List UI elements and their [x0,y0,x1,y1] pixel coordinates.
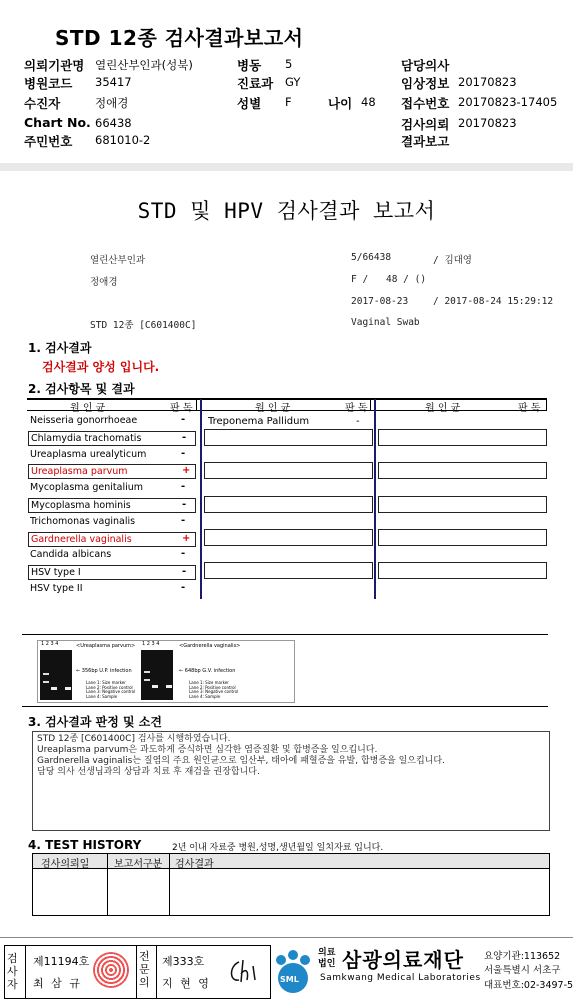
report-ward-chart: 5/66438 [351,252,392,263]
hospital-code-value: 35417 [95,75,132,89]
ward-value: 5 [285,57,293,71]
section3-title: 3. 검사결과 판정 및 소견 [28,715,162,729]
report-label: 결과보고 [401,134,450,149]
institution-value: 열린산부인과(성북) [95,58,193,72]
inspector-label: 검사자 [7,952,18,991]
pathogen-result: - [181,481,186,493]
history-divider-2 [169,854,170,915]
gel-panel1-title: <Ureaplasma parvum> [76,643,136,649]
gel-band-2d [166,685,172,688]
pathogen-name: HSV type II [30,583,83,594]
pathogen-result: - [181,414,186,425]
empty-result-box [378,562,547,579]
opinion-line-4: 담당 의사 선생님과의 상담과 치료 후 재검을 권장합니다. [37,767,260,777]
history-col-result: 검사결과 [175,859,214,870]
col3-pathogen-head: 원 인 균 [425,403,461,414]
col-divider-2 [374,399,376,599]
col2-head-tick [370,399,371,411]
gel-band-2a [144,671,150,673]
section4-title: 4. TEST HISTORY [28,838,142,852]
pathogen-name: Ureaplasma parvum [31,466,128,478]
opinion-text [37,734,445,778]
specialist-signature-icon [227,956,263,988]
empty-result-box [378,529,547,546]
pathogen-name: Chlamydia trachomatis [31,432,142,444]
doctor-label: 담당의사 [401,58,450,73]
pathogen-row [28,515,196,530]
sig-divider-2 [136,946,137,998]
pathogen-name: Trichomonas vaginalis [30,515,136,527]
clinical-value: 20170823 [458,75,517,89]
pathogen-result: - [181,447,186,459]
age-label: 나이 [328,96,353,111]
signature-box [4,945,271,999]
report-title: STD 및 HPV 검사결과 보고서 [137,199,436,223]
sex-label: 성별 [237,96,262,111]
header-divider [0,163,573,171]
opinion-line-1: STD 12종 [C601400C] 검사를 시행하였습니다. [37,734,231,744]
pathogen-name: Mycoplasma genitalium [30,482,144,494]
empty-result-box [204,496,373,513]
col-divider-1 [200,399,202,599]
col3-head-tick [546,399,547,411]
report-age: 48 / () [386,274,427,285]
treponema-name: Treponema Pallidum [208,416,310,427]
org-name: 삼광의료재단 [342,948,464,972]
empty-result-box [204,562,373,579]
gel-panel1-band: ← 356bp U.P. infection [76,668,132,674]
gel-panel2-title: <Gardnerella vaginalis> [179,643,241,649]
gel-band-1b [43,681,49,683]
report-clinic: 열린산부인과 [90,255,146,266]
resident-value: 681010-2 [95,133,151,147]
gel-legend-1: Lane 1: Size marker Lane 2: Positive control Lane 3: Negative control Lane 4: Sample [86,680,136,699]
pathogen-row [28,481,196,496]
pathogen-name: HSV type I [31,567,81,579]
dept-value: GY [285,75,301,89]
report-doctor: / 김대영 [433,255,472,266]
report-specimen: Vaginal Swab [351,317,420,328]
gel-top-rule [22,634,548,635]
report-test-code: STD 12종 [C601400C] [90,320,197,331]
receipt-label: 접수번호 [401,96,450,111]
sig-divider-1 [25,946,26,998]
facility-no: 요양기관:113652 [484,951,561,962]
hospital-code-label: 병원코드 [24,76,73,91]
pathogen-result: - [182,566,187,578]
pathogen-result: - [181,514,186,526]
empty-result-box [204,429,373,446]
gel-band-2b [144,679,150,681]
gel-bottom-rule [22,706,548,707]
pathogen-name: Mycoplasma hominis [31,500,131,511]
history-divider-1 [107,854,108,915]
request-value: 20170823 [458,116,517,130]
chart-value: 66438 [95,116,132,130]
gel-band-2c [152,685,158,688]
specialist-no: 제333호 [162,955,205,968]
pathogen-name: Ureaplasma urealyticum [30,448,147,460]
patient-label: 수진자 [24,96,61,111]
pathogen-name: Neisseria gonorrhoeae [30,415,138,426]
empty-result-box [378,429,547,446]
gel-band-1c [51,687,57,690]
chart-label: Chart No. [24,115,91,130]
pathogen-row [28,414,196,429]
history-col-type: 보고서구분 [114,859,163,870]
treponema-result: - [356,416,360,427]
empty-result-box [204,462,373,479]
empty-result-box [378,496,547,513]
col1-result-head: 판 독 [170,403,193,414]
opinion-line-2: Ureaplasma parvum은 과도하게 증식하면 심각한 염증질환 및 합병증을 일으킵니다. [37,745,378,755]
gel-image-figure [37,640,295,703]
report-date-requested: 2017-08-23 [351,296,409,307]
pathogen-result: - [182,499,187,510]
gel-legend-2: Lane 1: Size marker Lane 2: Positive control Lane 3: Negative control Lane 4: Sample [189,680,239,699]
opinion-box [32,731,550,831]
col2-result-head: 판 독 [345,403,368,414]
ward-label: 병동 [237,58,262,73]
org-english-name: Samkwang Medical Laboratories [320,973,481,983]
specialist-label: 전문의 [139,950,150,989]
pathogen-row [28,532,196,547]
resident-label: 주민번호 [24,134,73,149]
pathogen-row [28,498,196,513]
clinical-label: 임상정보 [401,76,450,91]
history-col-requested: 검사의뢰일 [41,859,90,870]
sml-logo-icon [271,946,315,996]
pathogen-result: - [181,582,186,593]
opinion-line-3: Gardnerella vaginalis는 질염의 주요 원인균으로 임산부, 태아에 패혈증을 유발, 합병증을 일으킵니다. [37,756,445,766]
sex-value: F [285,95,292,109]
pathogen-row [28,548,196,563]
pathogen-name: Gardnerella vaginalis [31,533,132,545]
address: 서울특별시 서초구 [484,965,561,976]
gel-lanes-2: 1 2 3 4 [142,641,160,647]
inspector-no: 제11194호 [33,955,90,968]
pathogen-result: + [182,532,191,544]
receipt-value: 20170823-17405 [458,95,558,109]
pathogen-row [28,464,196,479]
report-sex: F / [351,274,369,285]
pathogen-row [28,431,196,446]
age-value: 48 [361,95,376,109]
history-header [33,854,549,869]
pathogen-name: Candida albicans [30,549,112,561]
section2-title: 2. 검사항목 및 결과 [28,382,135,396]
inspector-seal-icon [93,952,129,988]
gel-band-1d [65,687,71,690]
history-note: 2년 이내 자료중 병원,성명,생년월일 일치자료 입니다. [172,843,384,853]
institution-label: 의뢰기관명 [24,58,85,73]
org-prefix: 의료법인 [318,948,336,969]
history-table [32,853,550,916]
phone: 대표번호:02-3497-5 [484,980,573,991]
pathogen-result: - [181,548,186,560]
inspector-name: 최 삼 규 [33,977,82,990]
col1-pathogen-head: 원 인 균 [70,403,106,414]
report-patient: 정애경 [90,277,118,288]
gel-panel-1 [40,650,72,700]
col3-result-head: 판 독 [518,403,541,414]
pathogen-row [28,448,196,463]
request-label: 검사의뢰 [401,117,450,132]
col1-head-tick [196,399,197,411]
gel-lanes-1: 1 2 3 4 [41,641,59,647]
pathogen-row [28,582,196,597]
pathogen-result: + [182,465,191,477]
dept-label: 진료과 [237,76,274,91]
patient-value: 정애경 [95,96,129,110]
sig-divider-3 [156,946,157,998]
gel-band-1a [43,673,49,675]
page-title: STD 12종 검사결과보고서 [55,26,304,50]
col2-pathogen-head: 원 인 균 [255,403,291,414]
pathogen-row [28,565,196,580]
empty-result-box [204,529,373,546]
footer-rule [0,937,573,938]
gel-panel-2 [141,650,173,700]
report-date-reported: / 2017-08-24 15:29:12 [433,296,554,307]
specialist-name: 지 현 영 [162,977,211,990]
pathogen-result: - [182,431,187,443]
section1-title: 1. 검사결과 [28,341,92,355]
empty-result-box [378,462,547,479]
overall-result: 검사결과 양성 입니다. [42,360,160,374]
gel-panel2-band: ← 648bp G.V. infection [179,668,236,674]
logo-text: SML [280,975,299,984]
